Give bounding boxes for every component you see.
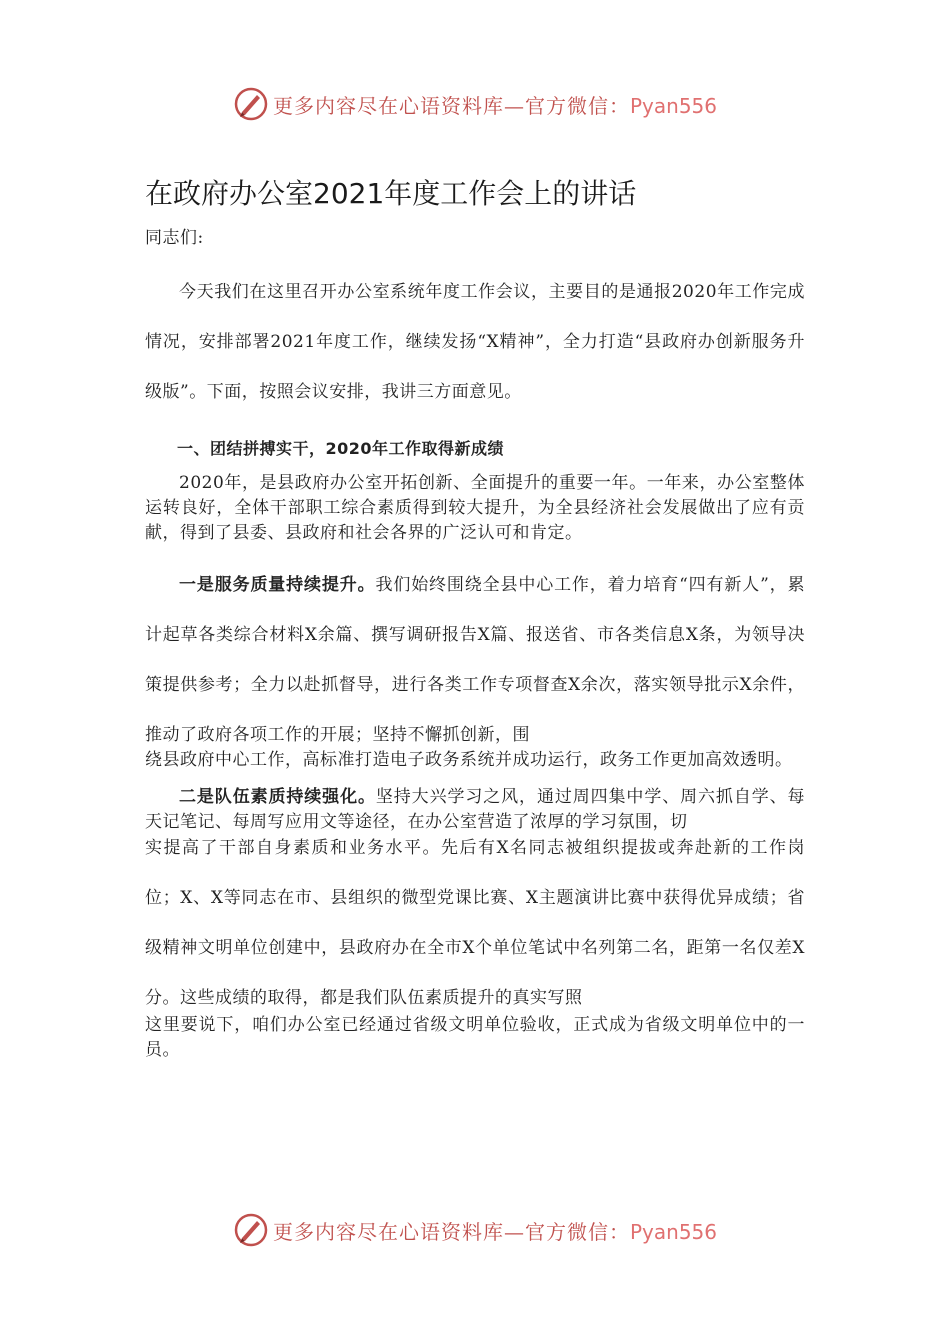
footer-banner [0, 1210, 950, 1250]
point-1-paragraph-end: 绕县政府中心工作，高标准打造电子政务系统并成功运行，政务工作更加高效透明。 [145, 750, 793, 770]
banner-text: 更多内容尽在心语资料库—官方微信：Pyan556 [272, 1219, 717, 1244]
document-title: 在政府办公室2021年度工作会上的讲话 [145, 177, 637, 210]
pen-logo-icon [233, 86, 269, 122]
point-1-paragraph [145, 560, 805, 760]
section-1-heading: 一、团结拼搏实干，2020年工作取得新成绩 [177, 439, 505, 458]
point-1-lead: 一是服务质量持续提升。 [179, 575, 376, 595]
point-1-body: 我们始终围绕全县中心工作，着力培育“四有新人”，累计起草各类综合材料X余篇、撰写调研报告X篇、报送省、市各类信息X条，为领导决策提供参考；全力以赴抓督导，进行各类工作专项督查X余次，落实领导批示X余件，推动了政府各项工作的开展；坚持不懈抓创新，围 [145, 575, 805, 745]
section-1-paragraph: 2020年，是县政府办公室开拓创新、全面提升的重要一年。一年来，办公室整体运转良好，全体干部职工综合素质得到较大提升，为全县经济社会发展做出了应有贡献，得到了县委、县政府和社会各界的广泛认可和肯定。 [145, 473, 805, 543]
intro-paragraph: 今天我们在这里召开办公室系统年度工作会议，主要目的是通报2020年工作完成情况，安排部署2021年度工作，继续发扬“X精神”，全力打造“县政府办创新服务升级版”。下面，按照会议安排，我讲三方面意见。 [145, 282, 806, 402]
point-2-paragraph-end: 这里要说下，咱们办公室已经通过省级文明单位验收，正式成为省级文明单位中的一员。 [145, 1015, 805, 1060]
header-banner [0, 84, 950, 124]
greeting: 同志们: [145, 228, 204, 248]
wechat-id: Pyan556 [629, 93, 717, 118]
point-2-body: 坚持大兴学习之风，通过周四集中学、周六抓自学、每天记笔记、每周写应用文等途径，在办公室营造了浓厚的学习氛围，切 [145, 787, 806, 832]
point-2-lead: 二是队伍素质持续强化。 [179, 787, 376, 807]
banner-text: 更多内容尽在心语资料库—官方微信：Pyan556 [272, 93, 717, 118]
point-2-paragraph-middle: 实提高了干部自身素质和业务水平。先后有X名同志被组织提拔或奔赴新的工作岗位；X、X等同志在市、县组织的微型党课比赛、X主题演讲比赛中获得优异成绩；省级精神文明单位创建中，县政府办在全市X个单位笔试中名列第二名，距第一名仅差X分。这些成绩的取得，都是我们队伍素质提升的真实写照 [145, 838, 805, 1008]
document-body [145, 226, 805, 1063]
wechat-id: Pyan556 [629, 1219, 717, 1244]
pen-logo-icon [233, 1212, 269, 1248]
